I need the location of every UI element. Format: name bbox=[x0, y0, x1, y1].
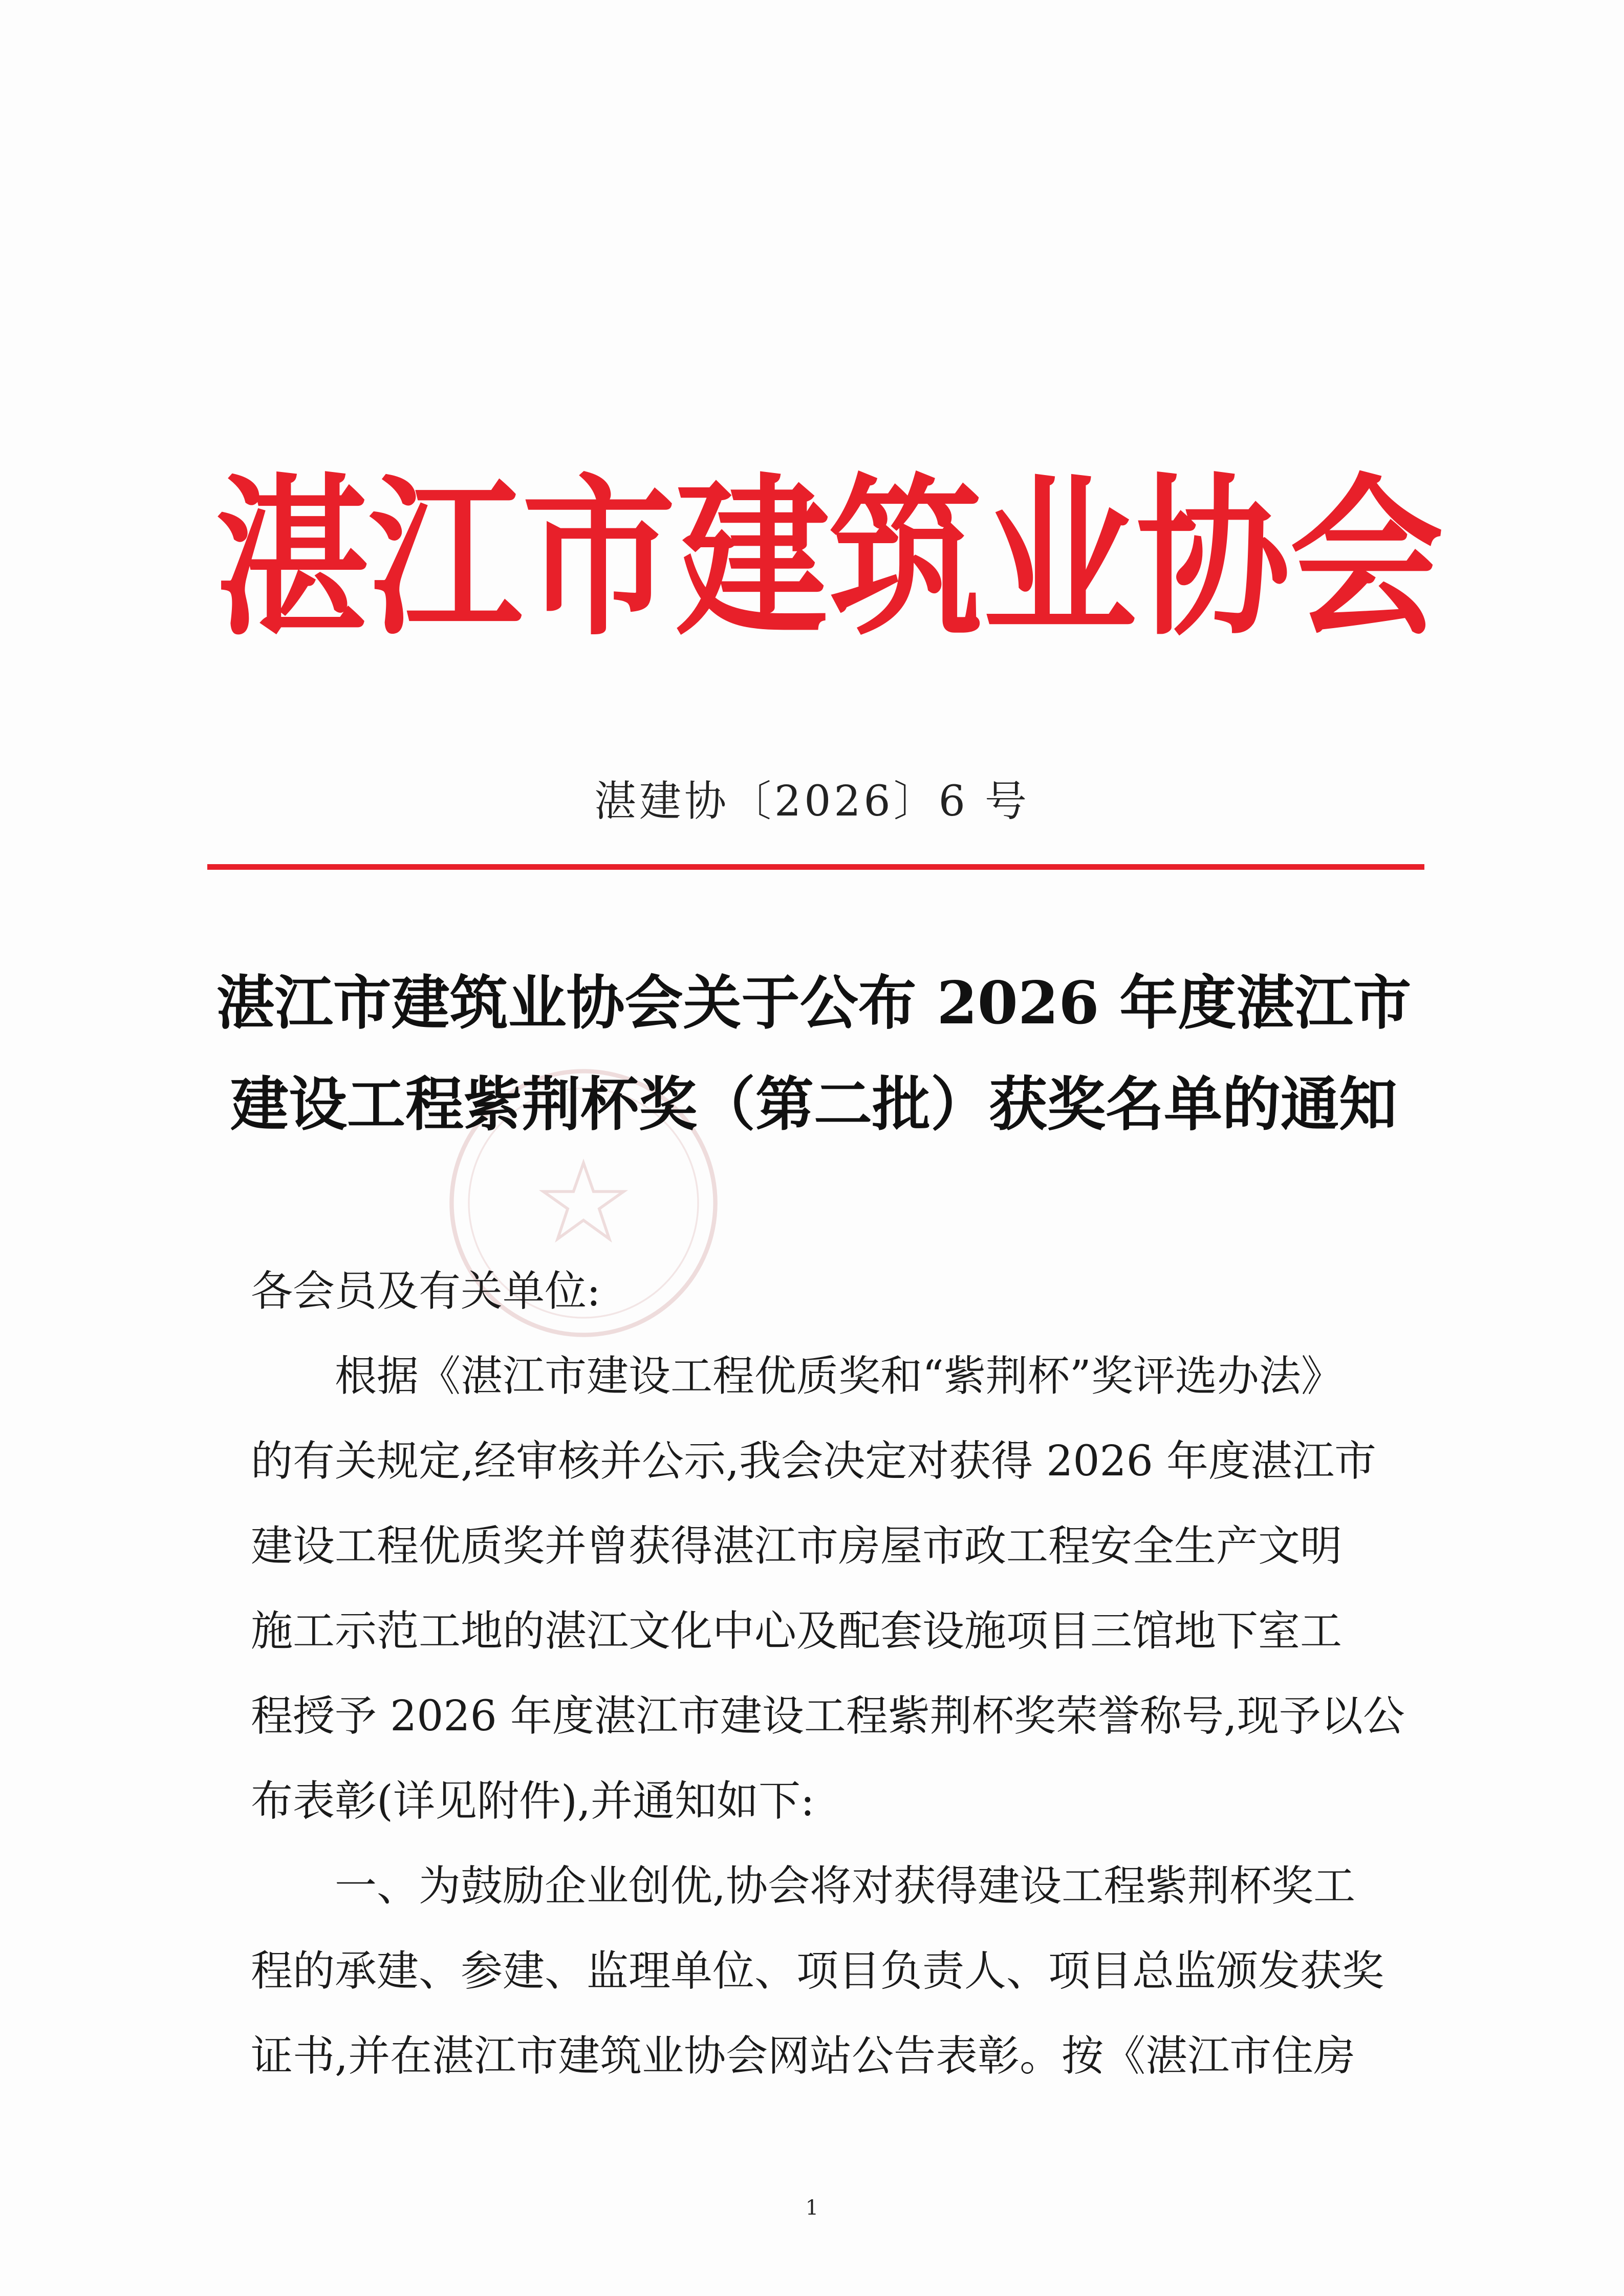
notice-title bbox=[205, 952, 1423, 1155]
text-line: 的有关规定,经审核并公示,我会决定对获得 2026 年度湛江市 bbox=[251, 1437, 1376, 1486]
masthead-char: 湛 bbox=[215, 456, 369, 659]
text-line: 证书,并在湛江市建筑业协会网站公告表彰。按《湛江市住房 bbox=[251, 2032, 1356, 2080]
masthead-char: 业 bbox=[983, 456, 1136, 659]
masthead-char: 市 bbox=[522, 456, 676, 659]
body-text bbox=[251, 1249, 1405, 2099]
red-divider-line bbox=[207, 864, 1424, 870]
salutation: 各会员及有关单位: bbox=[251, 1267, 601, 1316]
text-line: 一、为鼓励企业创优,协会将对获得建设工程紫荆杯奖工 bbox=[335, 1862, 1356, 1911]
page-number: 1 bbox=[805, 2196, 819, 2220]
masthead-title bbox=[215, 456, 1443, 659]
text-line: 建设工程优质奖并曾获得湛江市房屋市政工程安全生产文明 bbox=[251, 1522, 1342, 1571]
text-line: 程授予 2026 年度湛江市建设工程紫荆杯奖荣誉称号,现予以公 bbox=[251, 1692, 1405, 1741]
text-line: 程的承建、参建、监理单位、项目负责人、项目总监颁发获奖 bbox=[251, 1947, 1384, 1995]
masthead-char: 协 bbox=[1136, 456, 1290, 659]
masthead-char: 建 bbox=[676, 456, 829, 659]
masthead-char: 筑 bbox=[829, 456, 983, 659]
text-line: 施工示范工地的湛江文化中心及配套设施项目三馆地下室工 bbox=[251, 1607, 1342, 1656]
text-line: 布表彰(详见附件),并通知如下: bbox=[251, 1777, 815, 1826]
paragraph-2 bbox=[251, 1844, 1382, 2099]
title-line-1: 湛江市建筑业协会关于公布 2026 年度湛江市 bbox=[216, 969, 1412, 1037]
masthead-char: 江 bbox=[369, 456, 522, 659]
document-number: 湛建协〔2026〕6 号 bbox=[594, 777, 1030, 826]
paragraph-1 bbox=[251, 1334, 1405, 1844]
masthead-char: 会 bbox=[1290, 456, 1443, 659]
title-line-2: 建设工程紫荆杯奖（第二批）获奖名单的通知 bbox=[230, 1070, 1397, 1139]
text-line: 根据《湛江市建设工程优质奖和“紫荆杯”奖评选办法》 bbox=[335, 1352, 1343, 1401]
